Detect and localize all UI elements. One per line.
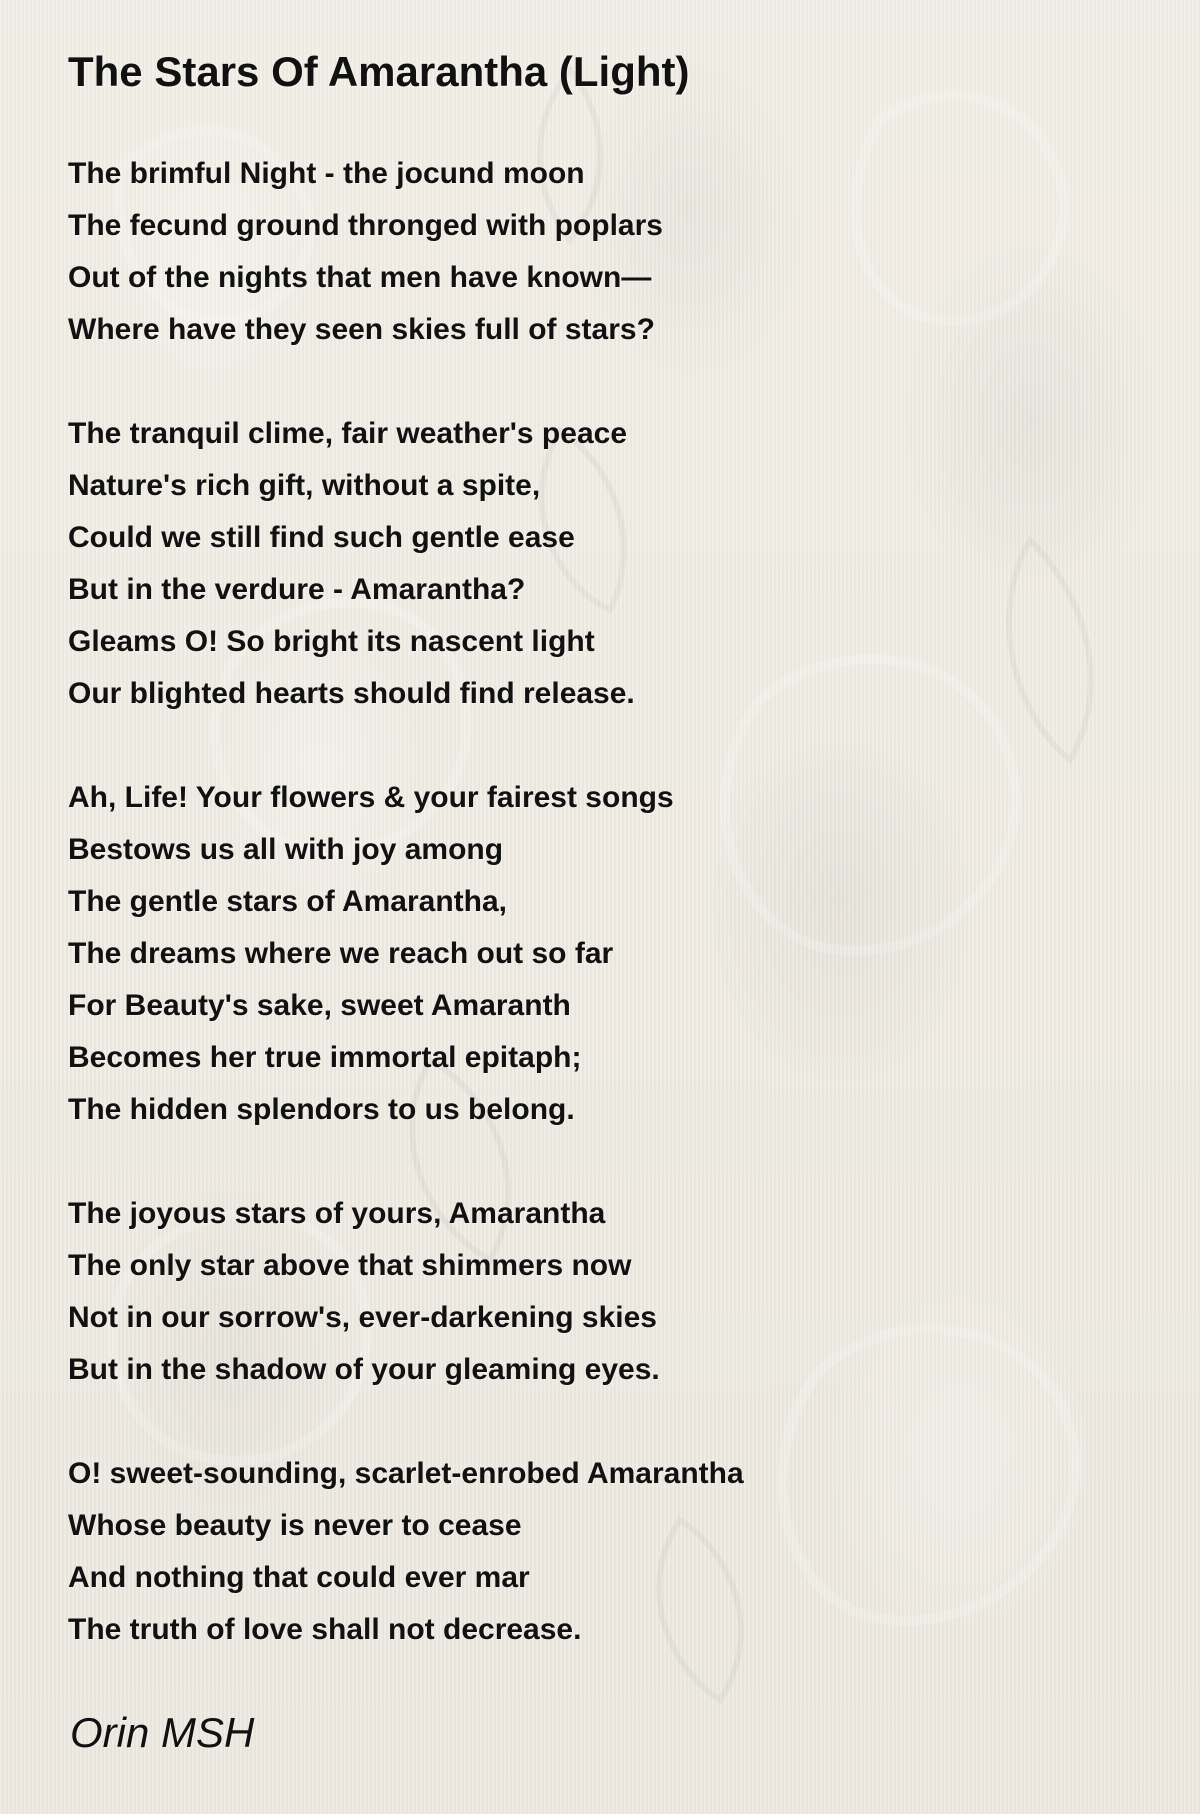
poem-line: Gleams O! So bright its nascent light xyxy=(68,625,595,658)
poem-line: The only star above that shimmers now xyxy=(68,1249,632,1282)
poem-line: Not in our sorrow's, ever-darkening skies xyxy=(68,1301,657,1334)
poem-line: And nothing that could ever mar xyxy=(68,1561,530,1594)
poem-line: Whose beauty is never to cease xyxy=(68,1509,522,1542)
poem-line: But in the verdure - Amarantha? xyxy=(68,573,526,606)
poem-title: The Stars Of Amarantha (Light) xyxy=(68,48,690,95)
stanza-5 xyxy=(68,1448,1128,1656)
poem-line: Becomes her true immortal epitaph; xyxy=(68,1041,582,1074)
poem-line: But in the shadow of your gleaming eyes. xyxy=(68,1353,660,1386)
poem-line: Could we still find such gentle ease xyxy=(68,521,575,554)
poem-line: Ah, Life! Your flowers & your fairest songs xyxy=(68,781,674,814)
poem-line: Our blighted hearts should find release. xyxy=(68,677,635,710)
author-name: Orin MSH xyxy=(70,1709,255,1756)
poem-line: The brimful Night - the jocund moon xyxy=(68,157,585,190)
stanza-3 xyxy=(68,772,1128,1136)
stanza-2 xyxy=(68,408,1128,720)
poem-line: The fecund ground thronged with poplars xyxy=(68,209,663,242)
poem-line: The joyous stars of yours, Amarantha xyxy=(68,1197,606,1230)
poem-body xyxy=(68,148,1128,1708)
stanza-1 xyxy=(68,148,1128,356)
poem-line: The truth of love shall not decrease. xyxy=(68,1613,582,1646)
poem-line: The gentle stars of Amarantha, xyxy=(68,885,507,918)
stanza-4 xyxy=(68,1188,1128,1396)
poem-line: The dreams where we reach out so far xyxy=(68,937,614,970)
poem-line: Nature's rich gift, without a spite, xyxy=(68,469,541,502)
poem-line: O! sweet-sounding, scarlet-enrobed Amarantha xyxy=(68,1457,744,1490)
poem-line: The tranquil clime, fair weather's peace xyxy=(68,417,627,450)
poem-line: Out of the nights that men have known— xyxy=(68,261,652,294)
poem-line: For Beauty's sake, sweet Amaranth xyxy=(68,989,571,1022)
poem-line: The hidden splendors to us belong. xyxy=(68,1093,575,1126)
poem-line: Where have they seen skies full of stars? xyxy=(68,313,655,346)
poem-line: Bestows us all with joy among xyxy=(68,833,504,866)
